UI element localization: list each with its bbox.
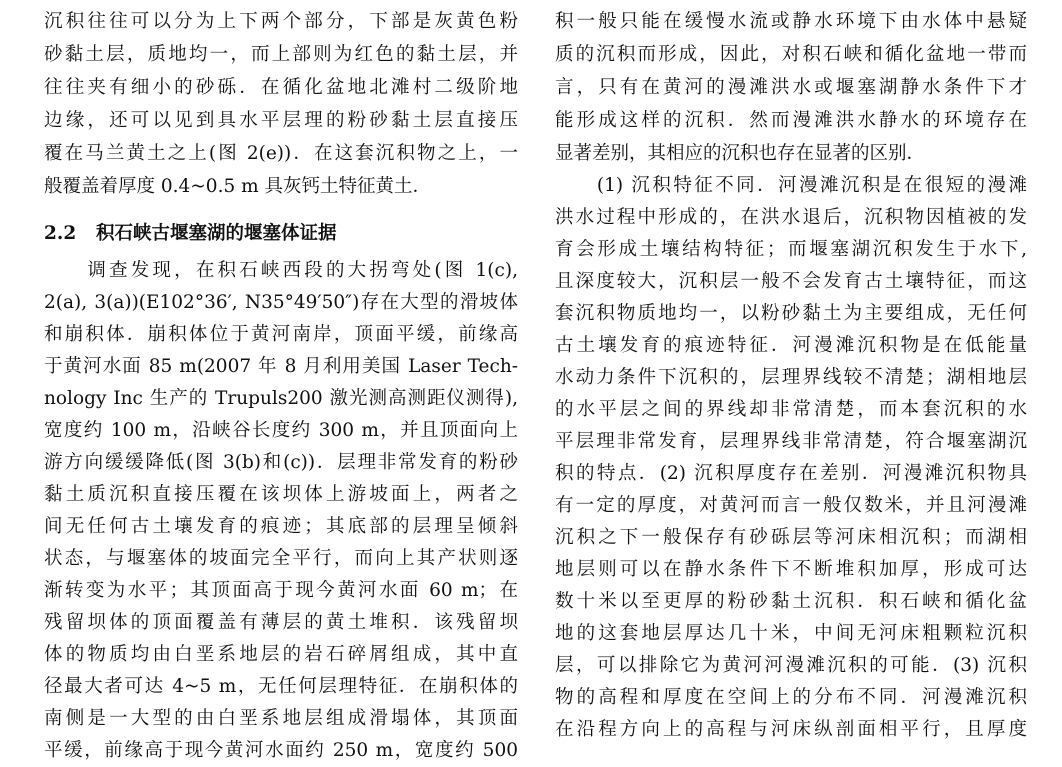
text-line: 套沉积物质地均一，以粉砂黏土为主要组成，无任何 (555, 303, 1027, 324)
section-number: 2.2 (44, 223, 77, 244)
text-line: 层，可以排除它为黄河河漫滩沉积的可能．(3) 沉积 (555, 655, 1027, 676)
text-line: 有一定的厚度，对黄河而言一般仅数米，并且河漫滩 (555, 495, 1027, 516)
text-line: 言，只有在黄河的漫滩洪水或堰塞湖静水条件下才 (555, 77, 1027, 98)
text-line: 黏土质沉积直接压覆在该坝体上游坡面上，两者之 (44, 484, 518, 505)
text-line: 在沿程方向上的高程与河床纵剖面相平行，且厚度 (555, 719, 1027, 740)
text-line: 和崩积体．崩积体位于黄河南岸，顶面平缓，前缘高 (44, 324, 518, 345)
text-line: 砂黏土层，质地均一，而上部则为红色的黏土层，并 (44, 44, 518, 65)
section-title: 积石峡古堰塞湖的堰塞体证据 (96, 223, 337, 244)
text-line: 南侧是一大型的由白垩系地层组成滑塌体，其顶面 (44, 708, 518, 729)
text-line: 残留坝体的顶面覆盖有薄层的黄土堆积．该残留坝 (44, 612, 518, 633)
text-line: 水动力条件下沉积的，层理界线较不清楚；湖相地层 (555, 367, 1027, 388)
text-line: 径最大者可达 4~5 m，无任何层理特征．在崩积体的 (44, 676, 518, 697)
text-line: 沉积往往可以分为上下两个部分，下部是灰黄色粉 (44, 11, 518, 32)
text-line: 育会形成土壤结构特征；而堰塞湖沉积发生于水下, (555, 239, 1027, 260)
text-line: 平缓，前缘高于现今黄河水面约 250 m，宽度约 500 (44, 740, 518, 761)
text-line: 质的沉积而形成，因此，对积石峡和循化盆地一带而 (555, 44, 1027, 65)
text-line: 的水平层之间的界线却非常清楚，而本套沉积的水 (555, 399, 1027, 420)
text-line: 于黄河水面 85 m(2007 年 8 月利用美国 Laser Tech- (44, 356, 518, 377)
text-line: 平层理非常发育，层理界线非常清楚，符合堰塞湖沉 (555, 431, 1027, 452)
text-line: nology Inc 生产的 Trupuls200 激光测高测距仪测得), (44, 388, 518, 409)
text-line: 调查发现，在积石峡西段的大拐弯处(图 1(c), (44, 260, 518, 281)
text-line: 能形成这样的沉积．然而漫滩洪水静水的环境存在 (555, 110, 1027, 131)
text-line: 积一般只能在缓慢水流或静水环境下由水体中悬疑 (555, 11, 1027, 32)
text-line: 地的这套地层厚达几十米，中间无河床粗颗粒沉积 (555, 623, 1027, 644)
text-line: 且深度较大，沉积层一般不会发育古土壤特征，而这 (555, 271, 1027, 292)
text-line: 积的特点．(2) 沉积厚度存在差别．河漫滩沉积物具 (555, 463, 1027, 484)
text-line: 数十米以至更厚的粉砂黏土沉积．积石峡和循化盆 (555, 591, 1027, 612)
text-line: 往往夹有细小的砂砾．在循化盆地北滩村二级阶地 (44, 77, 518, 98)
text-line: 洪水过程中形成的，在洪水退后，沉积物因植被的发 (555, 207, 1027, 228)
text-line: 间无任何古土壤发育的痕迹；其底部的层理呈倾斜 (44, 516, 518, 537)
text-line: 游方向缓缓降低(图 3(b)和(c))．层理非常发育的粉砂 (44, 452, 518, 473)
text-line: 覆在马兰黄土之上(图 2(e))．在这套沉积物之上，一 (44, 143, 518, 164)
text-line: 沉积之下一般保存有砂砾层等河床相沉积；而湖相 (555, 527, 1027, 548)
text-line: 显著差别，其相应的沉积也存在显著的区别． (555, 143, 926, 164)
text-line: (1) 沉积特征不同．河漫滩沉积是在很短的漫滩 (555, 175, 1027, 196)
text-line: 宽度约 100 m，沿峡谷长度约 300 m，并且顶面向上 (44, 420, 518, 441)
text-line: 物的高程和厚度在空间上的分布不同．河漫滩沉积 (555, 687, 1027, 708)
text-line: 古土壤发育的痕迹特征．河漫滩沉积物是在低能量 (555, 335, 1027, 356)
text-line: 渐转变为水平；其顶面高于现今黄河水面 60 m；在 (44, 580, 518, 601)
text-line: 2(a), 3(a))(E102°36′, N35°49′50″)存在大型的滑坡体 (44, 292, 518, 313)
text-line: 体的物质均由白垩系地层的岩石碎屑组成，其中直 (44, 644, 518, 665)
text-line: 边缘，还可以见到具水平层理的粉砂黏土层直接压 (44, 110, 518, 131)
text-line: 地层则可以在静水条件下不断堆积加厚，形成可达 (555, 559, 1027, 580)
section-heading (44, 218, 518, 250)
text-line: 状态，与堰塞体的坡面完全平行，而向上其产状则逐 (44, 548, 518, 569)
text-line: 般覆盖着厚度 0.4~0.5 m 具灰钙土特征黄土． (44, 176, 432, 197)
